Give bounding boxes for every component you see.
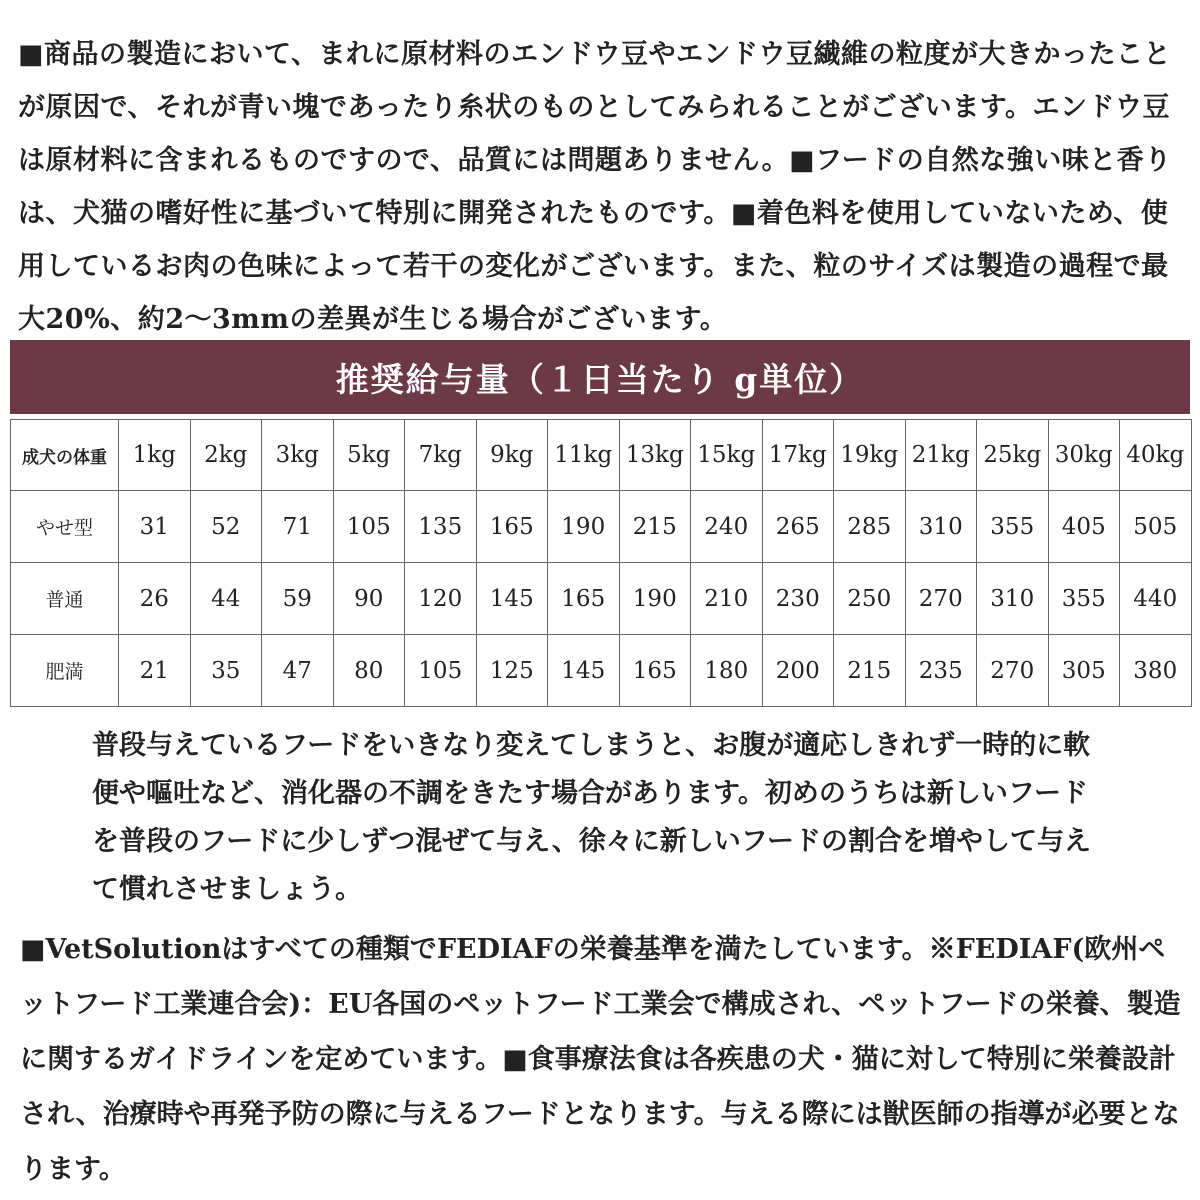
feeding-amount-cell: 270	[977, 635, 1049, 707]
feeding-amount-cell: 440	[1120, 563, 1192, 635]
weight-column-header: 7kg	[405, 420, 477, 491]
weight-column-header: 25kg	[977, 420, 1049, 491]
feeding-amount-cell: 285	[834, 491, 906, 563]
weight-column-header: 15kg	[691, 420, 763, 491]
weight-column-header: 30kg	[1048, 420, 1120, 491]
weight-column-header: 40kg	[1120, 420, 1192, 491]
feeding-amount-cell: 125	[476, 635, 548, 707]
feeding-amount-cell: 120	[405, 563, 477, 635]
feeding-amount-cell: 355	[977, 491, 1049, 563]
table-row	[11, 563, 1192, 635]
feeding-amount-cell: 355	[1048, 563, 1120, 635]
feeding-amount-cell: 270	[905, 563, 977, 635]
feeding-amount-cell: 190	[619, 563, 691, 635]
feeding-amount-cell: 80	[333, 635, 405, 707]
standards-paragraph: ■VetSolutionはすべての種類でFEDIAFの栄養基準を満たしています。※FEDIAF(欧州ペットフード工業連合会)：EU各国のペットフード工業会で構成され、ペットフードの栄養、製造に関するガイドラインを定めています。■食事療法食は各疾患の犬・猫に対して特別に栄養設計され、治療時や再発予防の際に与えるフードとなります。与える際には獣医師の指導が必要となります。	[20, 934, 1181, 1185]
feeding-amount-cell: 265	[762, 491, 834, 563]
feeding-amount-cell: 190	[548, 491, 620, 563]
weight-column-header: 9kg	[476, 420, 548, 491]
weight-column-header: 19kg	[834, 420, 906, 491]
feeding-amount-cell: 35	[190, 635, 262, 707]
body-type-label: 普通	[11, 563, 119, 635]
weight-column-header: 21kg	[905, 420, 977, 491]
feeding-amount-cell: 165	[619, 635, 691, 707]
weight-column-header: 3kg	[262, 420, 334, 491]
feeding-amount-cell: 200	[762, 635, 834, 707]
feeding-amount-cell: 145	[476, 563, 548, 635]
feeding-amount-cell: 165	[548, 563, 620, 635]
feeding-amount-cell: 165	[476, 491, 548, 563]
intro-paragraph: ■商品の製造において、まれに原材料のエンドウ豆やエンドウ豆繊維の粒度が大きかったことが原因で、それが青い塊であったり糸状のものとしてみられることがございます。エンドウ豆は原材料に含まれるものですので、品質には問題ありません。■フードの自然な強い味と香りは、犬猫の嗜好性に基づいて特別に開発されたものです。■着色料を使用していないため、使用しているお肉の色味によって若干の変化がございます。また、粒のサイズは製造の過程で最大20%、約2〜3mmの差異が生じる場合がございます。	[18, 39, 1172, 335]
feeding-amount-cell: 310	[905, 491, 977, 563]
feeding-amount-cell: 44	[190, 563, 262, 635]
transition-paragraph: 普段与えているフードをいきなり変えてしまうと、お腹が適応しきれず一時的に軟便や嘔吐など、消化器の不調をきたす場合があります。初めのうちは新しいフードを普段のフードに少しずつ混ぜて与え、徐々に新しいフードの割合を増やして与えて慣れさせましょう。	[92, 730, 1091, 905]
weight-column-header: 1kg	[119, 420, 191, 491]
weight-header-label: 成犬の体重	[11, 420, 119, 491]
body-type-label: やせ型	[11, 491, 119, 563]
feeding-amount-cell: 31	[119, 491, 191, 563]
feeding-amount-cell: 71	[262, 491, 334, 563]
feeding-amount-cell: 305	[1048, 635, 1120, 707]
weight-column-header: 5kg	[333, 420, 405, 491]
weight-column-header: 17kg	[762, 420, 834, 491]
weight-column-header: 2kg	[190, 420, 262, 491]
weight-column-header: 11kg	[548, 420, 620, 491]
feeding-table-title: 推奨給与量（１日当たり g単位）	[10, 340, 1190, 414]
feeding-amount-cell: 105	[333, 491, 405, 563]
feeding-amount-cell: 135	[405, 491, 477, 563]
feeding-amount-cell: 210	[691, 563, 763, 635]
feeding-amount-cell: 235	[905, 635, 977, 707]
table-row	[11, 635, 1192, 707]
feeding-amount-cell: 380	[1120, 635, 1192, 707]
feeding-amount-cell: 59	[262, 563, 334, 635]
weight-column-header: 13kg	[619, 420, 691, 491]
feeding-amount-cell: 21	[119, 635, 191, 707]
table-row	[11, 491, 1192, 563]
table-header-row	[11, 420, 1192, 491]
feeding-table	[10, 419, 1192, 707]
feeding-amount-cell: 230	[762, 563, 834, 635]
feeding-amount-cell: 105	[405, 635, 477, 707]
feeding-amount-cell: 240	[691, 491, 763, 563]
feeding-amount-cell: 215	[619, 491, 691, 563]
feeding-amount-cell: 47	[262, 635, 334, 707]
feeding-amount-cell: 505	[1120, 491, 1192, 563]
feeding-amount-cell: 405	[1048, 491, 1120, 563]
feeding-amount-cell: 145	[548, 635, 620, 707]
feeding-amount-cell: 250	[834, 563, 906, 635]
feeding-amount-cell: 215	[834, 635, 906, 707]
feeding-amount-cell: 52	[190, 491, 262, 563]
feeding-amount-cell: 26	[119, 563, 191, 635]
feeding-amount-cell: 90	[333, 563, 405, 635]
feeding-amount-cell: 310	[977, 563, 1049, 635]
body-type-label: 肥満	[11, 635, 119, 707]
feeding-amount-cell: 180	[691, 635, 763, 707]
